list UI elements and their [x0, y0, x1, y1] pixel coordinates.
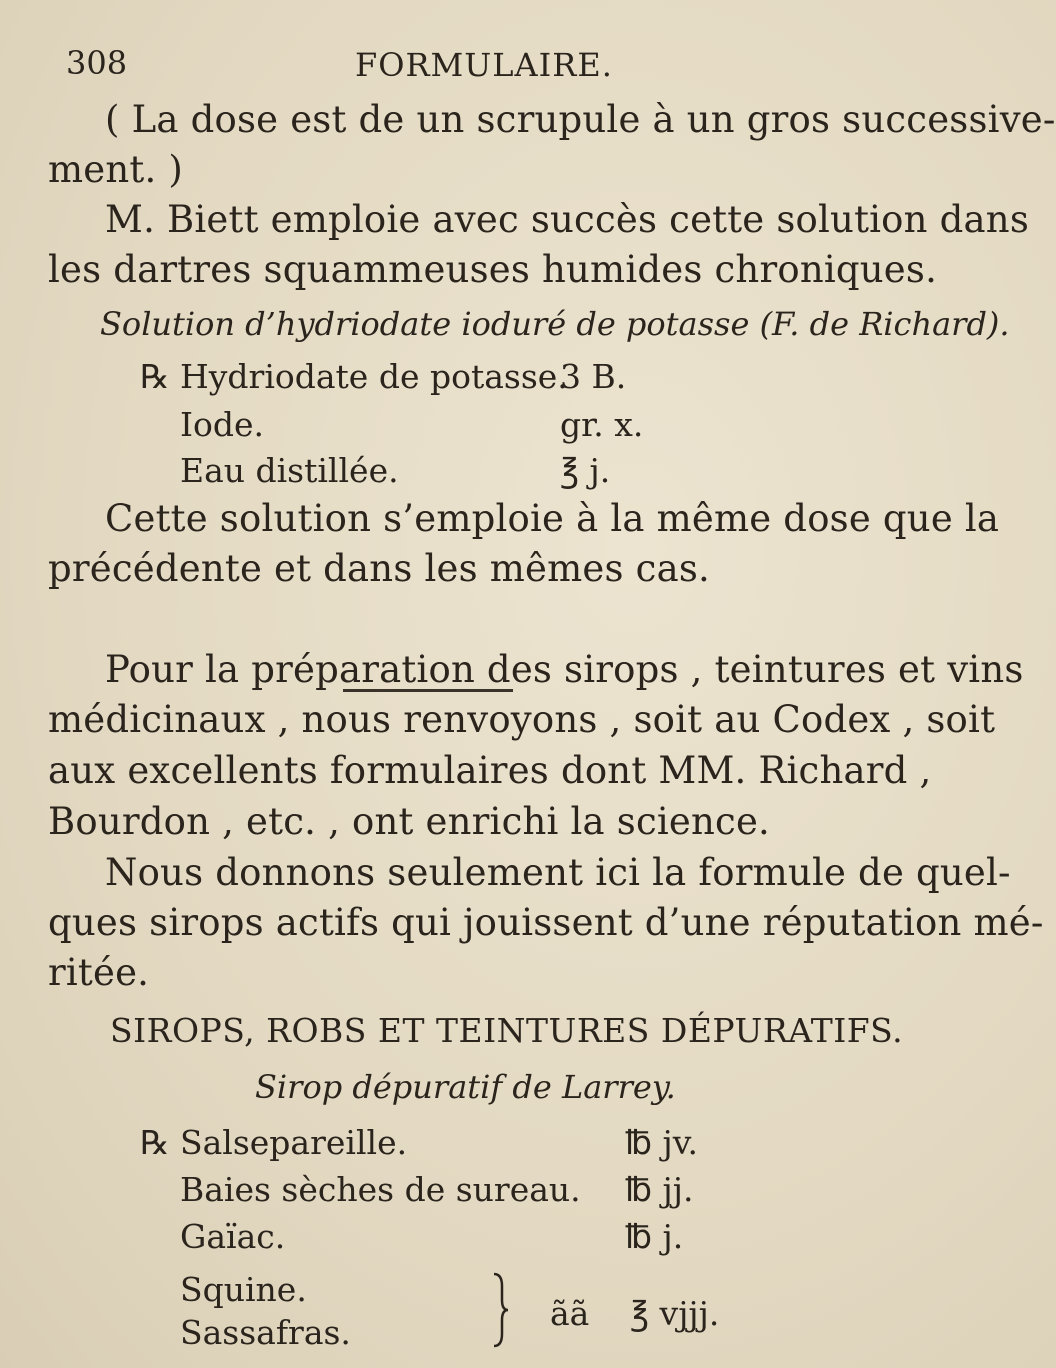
curly-brace-icon	[490, 1270, 510, 1350]
para4-line4: Bourdon , etc. , ont enrichi la science.	[48, 800, 771, 843]
rx-icon: ℞	[140, 357, 170, 396]
para4-line1: Pour la préparation des sirops , teintures et vins	[105, 648, 1024, 691]
recipe1-item-qty: 3 B.	[560, 357, 627, 396]
para3-line1: Cette solution s’emploie à la même dose que la	[105, 497, 1000, 540]
recipe1-item-name: Eau distillée.	[180, 451, 399, 490]
recipe2-item-name: Salsepareille.	[180, 1123, 408, 1162]
recipe1-item-name: Hydriodate de potasse.	[180, 357, 568, 396]
running-title: FORMULAIRE.	[355, 46, 613, 84]
para4-line3: aux excellents formulaires dont MM. Richard ,	[48, 749, 932, 792]
para4-line2: médicinaux , nous renvoyons , soit au Codex , soit	[48, 698, 996, 741]
para5-line1: Nous donnons seulement ici la formule de quel-	[105, 851, 1011, 894]
para2-line1: M. Biett emploie avec succès cette solution dans	[105, 198, 1030, 241]
recipe2-title: Sirop dépuratif de Larrey.	[255, 1068, 676, 1106]
rx-icon: ℞	[140, 1123, 170, 1162]
para2-line2: les dartres squammeuses humides chroniques.	[48, 248, 938, 291]
recipe2-item-qty: ℔ j.	[625, 1217, 684, 1256]
recipe2-brace-word: ãã	[550, 1294, 590, 1333]
recipe2-item-name: Gaïac.	[180, 1217, 286, 1256]
recipe1-item-qty: gr. x.	[560, 405, 644, 444]
recipe1-item-qty: ℥ j.	[560, 451, 611, 490]
para1-line2: ment. )	[48, 148, 184, 191]
recipe2-item-name: Baies sèches de sureau.	[180, 1170, 581, 1209]
section-heading: SIROPS, ROBS ET TEINTURES DÉPURATIFS.	[110, 1011, 904, 1050]
para5-line2: ques sirops actifs qui jouissent d’une réputation mé-	[48, 901, 1044, 944]
para3-line2: précédente et dans les mêmes cas.	[48, 547, 710, 590]
recipe1-title: Solution d’hydriodate ioduré de potasse (F. de Richard).	[100, 305, 1010, 343]
recipe2-item-qty: ℔ jj.	[625, 1170, 694, 1209]
para1-line1: ( La dose est de un scrupule à un gros successive-	[105, 98, 1056, 141]
para5-line3: ritée.	[48, 951, 150, 994]
recipe2-item-name: Sassafras.	[180, 1313, 351, 1352]
page-number: 308	[66, 44, 128, 82]
recipe2-item-qty: ℔ jv.	[625, 1123, 698, 1162]
recipe2-brace-qty: ℥ vjjj.	[630, 1294, 720, 1333]
recipe2-item-name: Squine.	[180, 1270, 307, 1309]
recipe1-item-name: Iode.	[180, 405, 265, 444]
